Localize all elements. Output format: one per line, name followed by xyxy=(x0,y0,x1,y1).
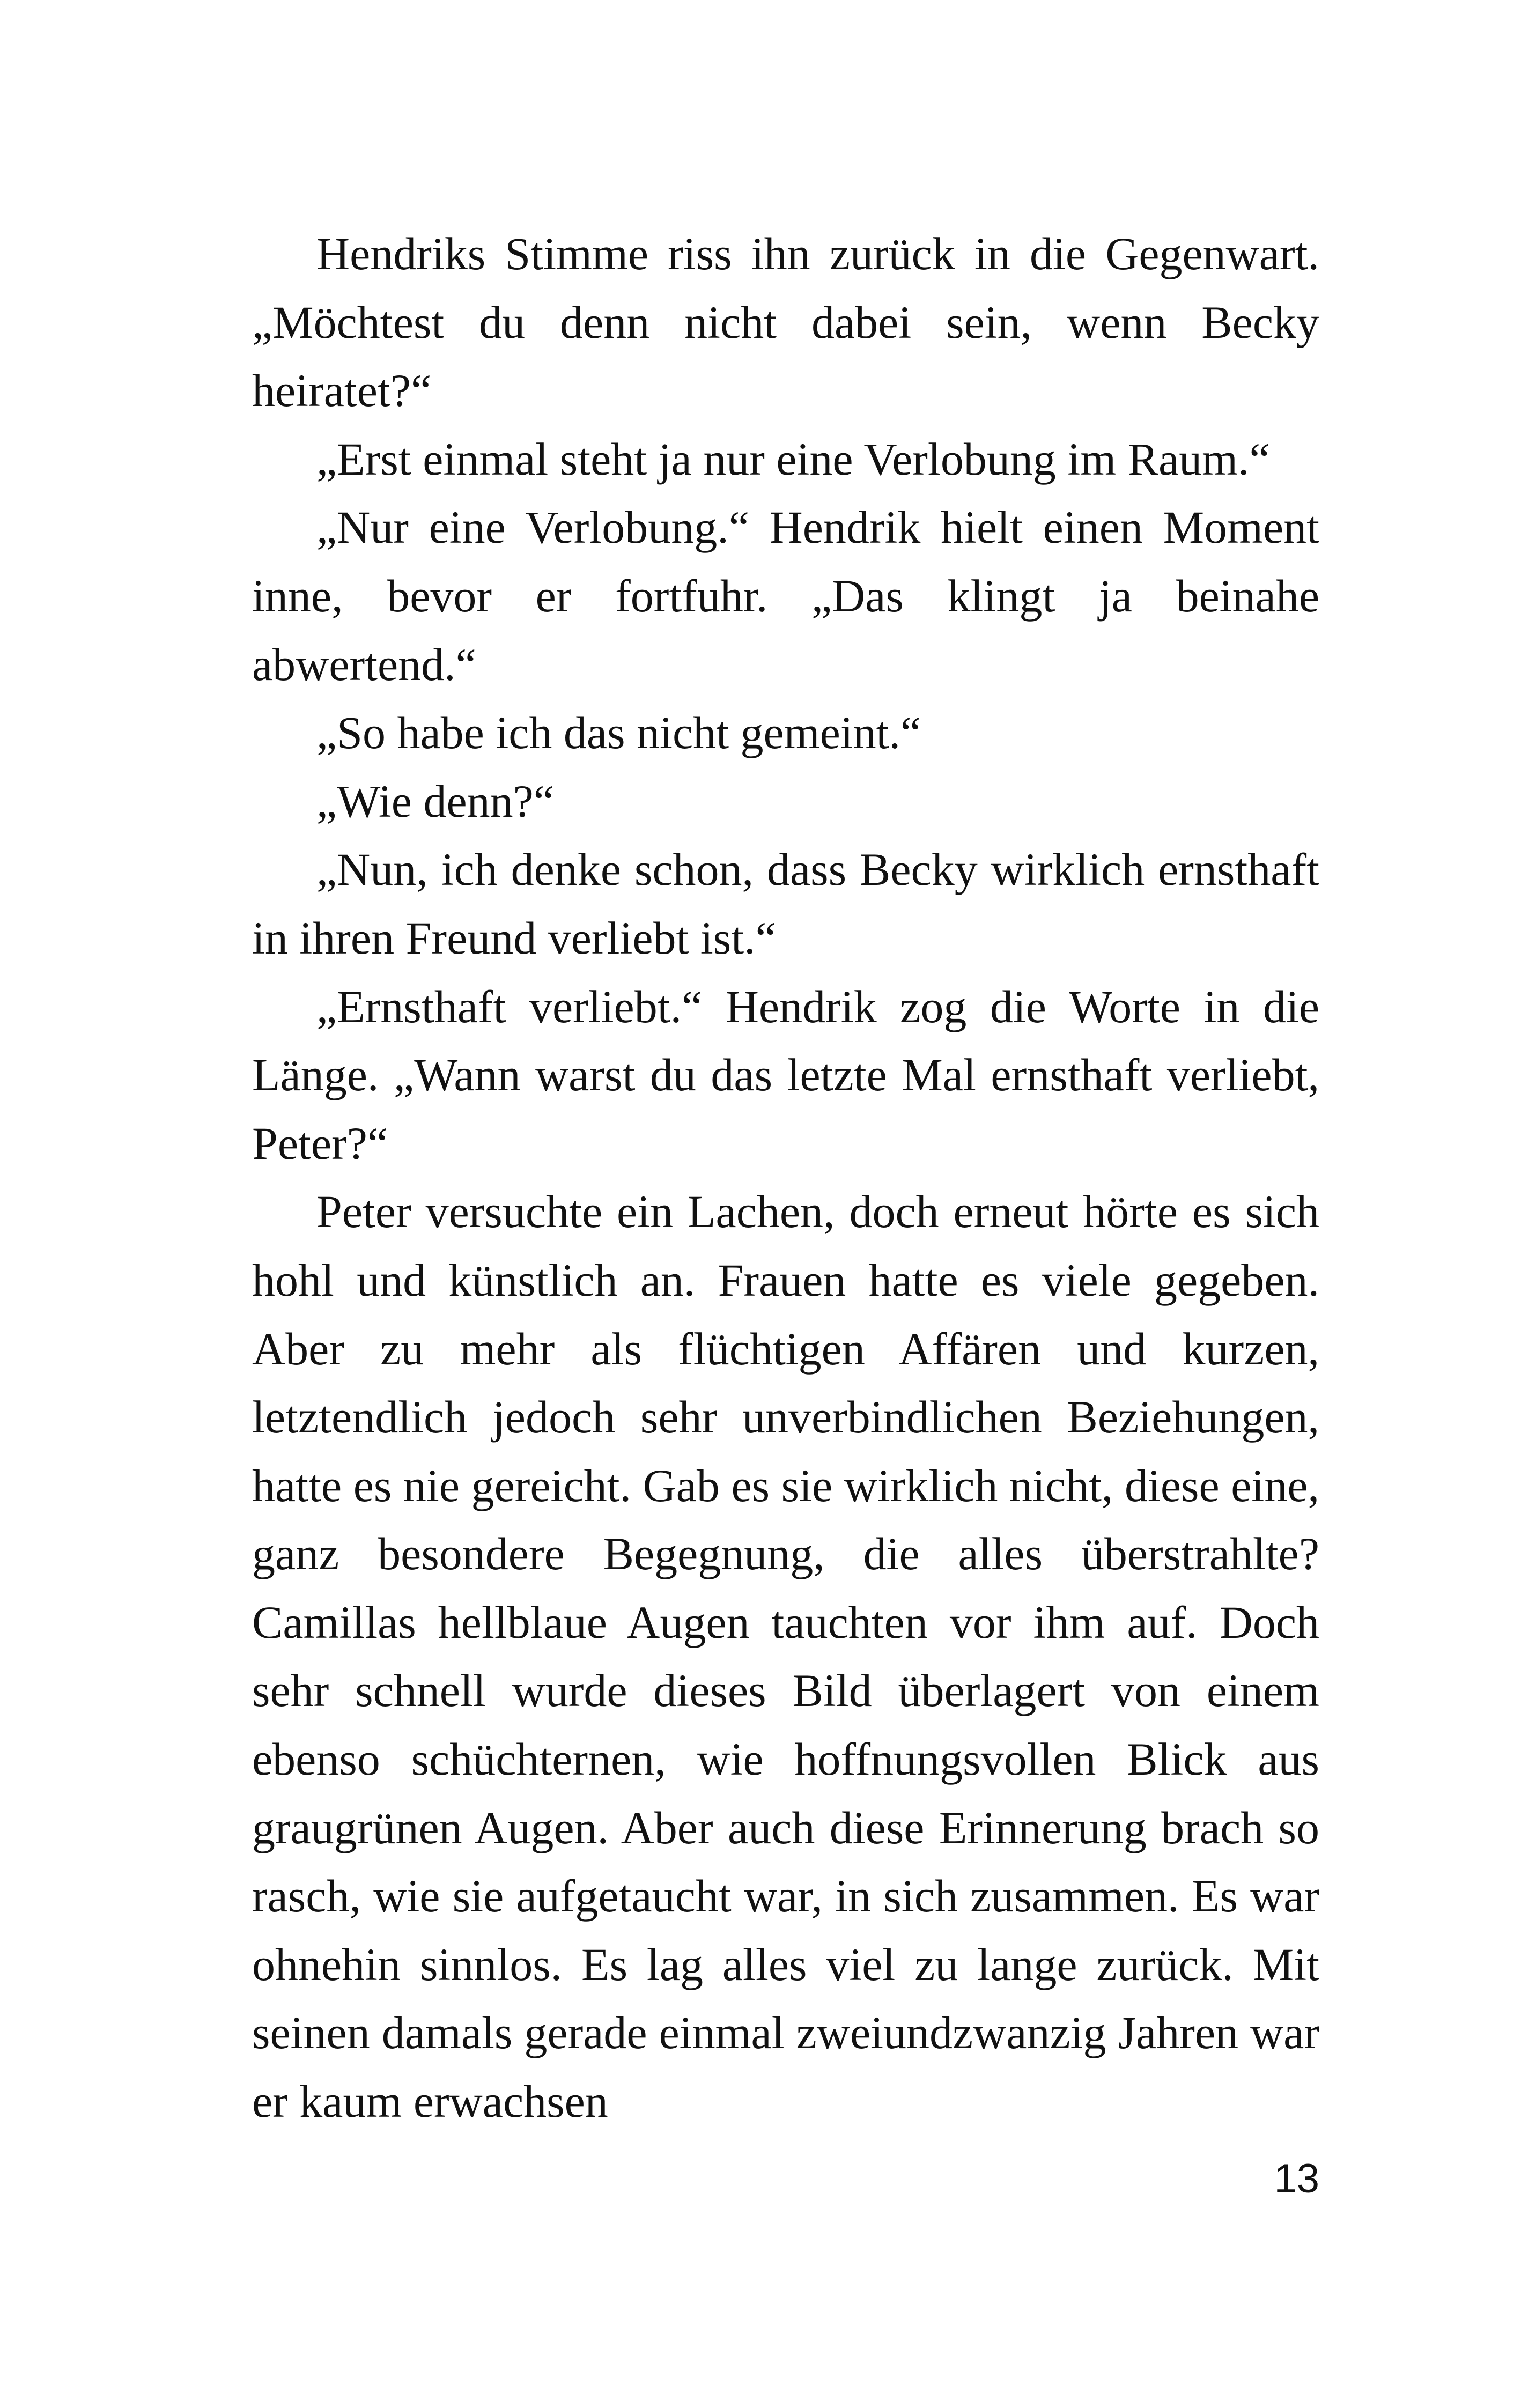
paragraph-8: Peter versuchte ein Lachen, doch erneut hörte es sich hohl und künstlich an. Frauen hatte es viele gegeben. Aber zu mehr als flüchtigen Affären und kurzen, letztendlich jedoch sehr unverbindlichen Beziehungen, hatte es nie gereicht. Gab es sie wirklich nicht, diese eine, ganz besondere Begegnung, die alles überstrahlte? Camillas hellblaue Augen tauchten vor ihm auf. Doch sehr schnell wurde dieses Bild überlagert von einem ebenso schüchternen, wie hoffnungsvollen Blick aus graugrünen Augen. Aber auch diese Erinnerung brach so rasch, wie sie aufgetaucht war, in sich zusammen. Es war ohnehin sinnlos. Es lag alles viel zu lange zurück. Mit seinen damals gerade einmal zweiundzwanzig Jahren war er kaum erwachsen xyxy=(252,1186,1319,2128)
paragraph-2: „Erst einmal steht ja nur eine Verlobung im Raum.“ xyxy=(316,433,1270,485)
page-number: 13 xyxy=(1274,2156,1319,2202)
paragraph-5: „Wie denn?“ xyxy=(316,775,554,827)
paragraph-1: Hendriks Stimme riss ihn zurück in die Gegenwart. „Möchtest du denn nicht dabei sein, wenn Becky heiratet?“ xyxy=(252,228,1319,417)
paragraph-4: „So habe ich das nicht gemeint.“ xyxy=(316,707,921,759)
paragraph-7: „Ernsthaft verliebt.“ Hendrik zog die Worte in die Länge. „Wann warst du das letzte Mal ernsthaft verliebt, Peter?“ xyxy=(252,980,1319,1169)
paragraph-3: „Nur eine Verlobung.“ Hendrik hielt einen Moment inne, bevor er fortfuhr. „Das klingt ja beinahe abwertend.“ xyxy=(252,501,1319,690)
body-text xyxy=(252,220,1319,2136)
paragraph-6: „Nun, ich denke schon, dass Becky wirklich ernsthaft in ihren Freund verliebt ist.“ xyxy=(252,844,1319,964)
